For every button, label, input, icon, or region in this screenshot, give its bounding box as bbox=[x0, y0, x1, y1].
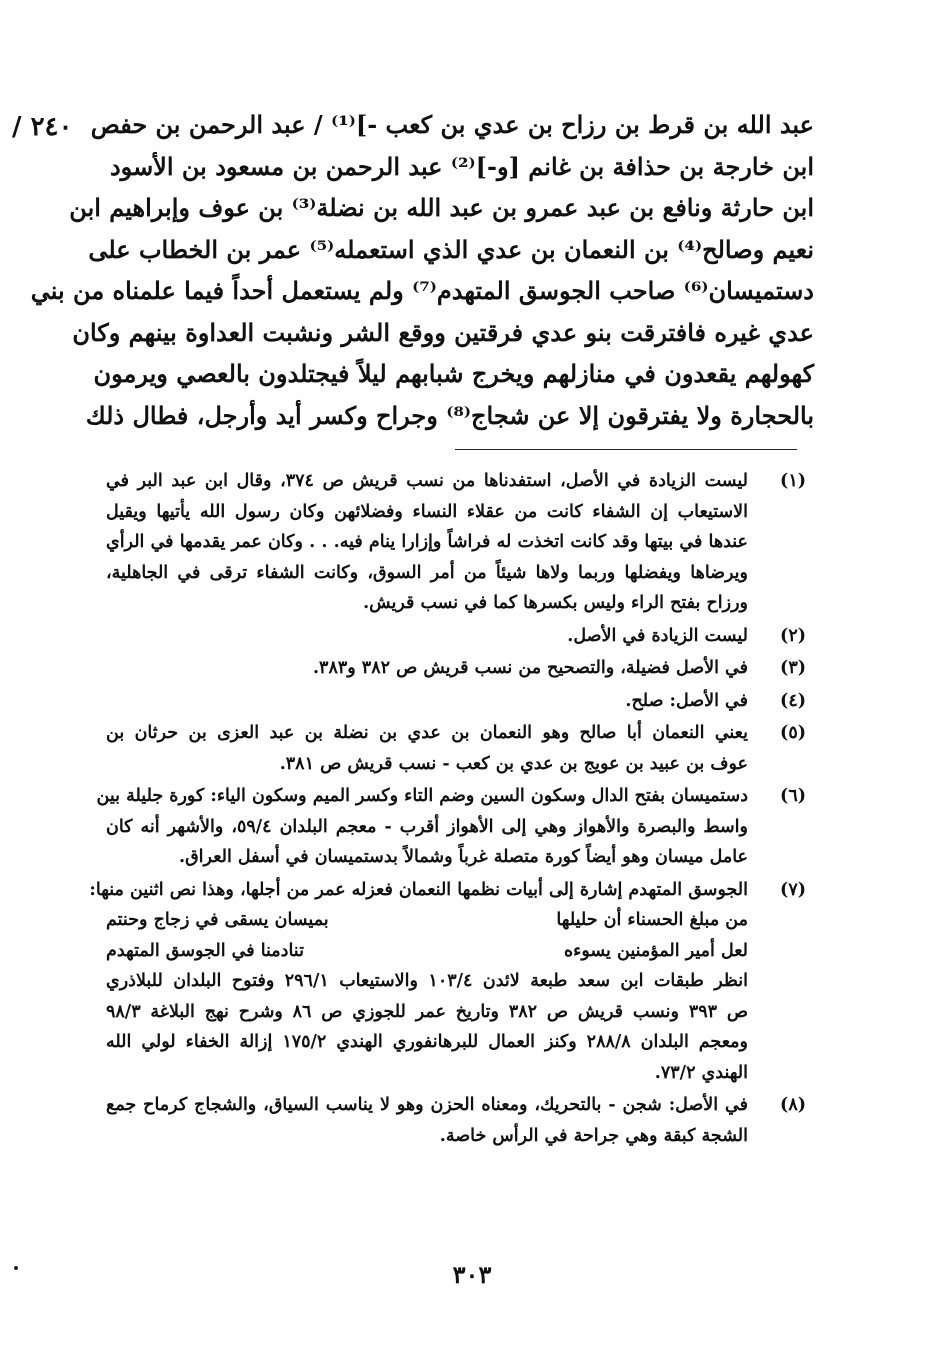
footnote-6 bbox=[96, 781, 806, 873]
footnote-line: ليست الزيادة في الأصل. bbox=[567, 625, 748, 646]
poem-verse bbox=[106, 905, 748, 936]
footnote-number: (٧) bbox=[780, 879, 806, 900]
body-line: عبد الله بن قرط بن رزاح بن عدي بن كعب -]⁽¹⁾ / عبد الرحمن بن حفص bbox=[90, 110, 814, 139]
footnote-line: الشجة كبقة وهي جراحة في الرأس خاصة. bbox=[439, 1125, 748, 1146]
footnote-line: الهندي ٧٣/٢. bbox=[654, 1062, 748, 1083]
body-line: بالحجارة ولا يفترقون إلا عن شجاج⁽⁸⁾ وجراح وكسر أيد وأرجل، فطال ذلك bbox=[85, 400, 814, 430]
footnote-8 bbox=[106, 1090, 806, 1151]
margin-folio-marker: ٢٤٠ / bbox=[12, 112, 73, 142]
footnote-number: (٨) bbox=[780, 1095, 806, 1115]
footnote-7 bbox=[89, 875, 806, 1089]
footnote-3 bbox=[106, 653, 806, 684]
footnote-line: ويرضاها ويفضلها وربما ولاها شيئاً من أمر السوق، وكانت الشفاء ترقى في الجاهلية، bbox=[106, 562, 748, 583]
verse-first-hemistich: من مبلغ الحسناء أن حليلها bbox=[556, 910, 748, 930]
body-line: دستميسان⁽⁶⁾ صاحب الجوسق المتهدم⁽⁷⁾ ولم يستعمل أحداً فيما علمناه من بني bbox=[30, 276, 814, 305]
body-line: ابن خارجة بن حذافة بن غانم [و-]⁽²⁾ عبد الرحمن بن مسعود بن الأسود bbox=[109, 151, 814, 181]
footnote-line: الجوسق المتهدم إشارة إلى أبيات نظمها النعمان فعزله عمر من أجلها، وهذا نص اثنين منها: bbox=[89, 879, 748, 900]
verse-first-hemistich: لعل أمير المؤمنين يسوءه bbox=[563, 940, 748, 961]
footnote-line: ورزاح بفتح الراء وليس بكسرها كما في نسب قريش. bbox=[363, 593, 748, 613]
footnote-line: في الأصل: صلح. bbox=[625, 690, 748, 711]
footnote-number: (١) bbox=[780, 471, 806, 491]
footnote-number: (٦) bbox=[780, 786, 806, 806]
footnote-2 bbox=[106, 621, 806, 652]
verse-second-hemistich: تنادمنا في الجوسق المتهدم bbox=[106, 940, 304, 961]
footnote-line: في الأصل فضيلة، والتصحيح من نسب قريش ص ٣٨٢ و٣٨٣. bbox=[312, 658, 748, 678]
footnote-5 bbox=[106, 718, 806, 779]
footnote-line: عندها في بيتها وقد كانت اتخذت له فراشاً وإزارا ينام فيه. . . وكان عمر يقدمها في الرأي bbox=[106, 532, 748, 552]
footnote-number: (٤) bbox=[780, 690, 806, 711]
body-line: نعيم وصالح⁽⁴⁾ بن النعمان بن عدي الذي استعمله⁽⁵⁾ عمر بن الخطاب على bbox=[88, 234, 814, 264]
footnote-line: يعني النعمان أبا صالح وهو النعمان بن عدي بن نضلة بن عبد العزى بن حرثان بن bbox=[106, 723, 748, 743]
footnote-line: عوف بن عبيد بن عويج بن عدي بن كعب - نسب قريش ص ٣٨١. bbox=[279, 753, 748, 774]
verse-second-hemistich: بميسان يسقى في زجاج وحنتم bbox=[106, 910, 329, 930]
footnote-number: (٥) bbox=[780, 723, 806, 743]
footnote-line: في الأصل: شجن - بالتحريك، ومعناه الحزن وهو لا يناسب السياق، والشجاج كرماح جمع bbox=[106, 1095, 748, 1115]
page-number: ٣٠٣ bbox=[452, 1260, 492, 1289]
poem-verse bbox=[106, 936, 748, 967]
footnote-line: انظر طبقات ابن سعد طبعة لائدن ١٠٣/٤ والاستيعاب ٢٩٦/١ وفتوح البلدان للبلاذري bbox=[106, 971, 749, 991]
footnote-line: الاستيعاب إن الشفاء كانت من عقلاء النساء وفضلائهن وكان رسول الله يأتيها ويقيل bbox=[106, 501, 748, 522]
footnote-separator bbox=[455, 449, 797, 450]
body-line: كهولهم يقعدون في منازلهم ويخرج شبابهم ليلاً فيجتلدون بالعصي ويرمون bbox=[93, 359, 814, 388]
footnote-line: ومعجم البلدان ٢٨٨/٨ وكنز العمال للبرهانفوري الهندي ١٧٥/٢ إزالة الخفاء لولي الله bbox=[106, 1032, 748, 1052]
footnote-line: ليست الزيادة في الأصل، استفدناها من نسب قريش ص ٣٧٤، وقال ابن عبد البر في bbox=[106, 471, 748, 491]
body-line: ابن حارثة ونافع بن عبد عمرو بن عبد الله بن نضلة⁽³⁾ بن عوف وإبراهيم ابن bbox=[69, 193, 814, 222]
body-line: عدي غيره فافترقت بنو عدي فرقتين ووقع الشر ونشبت العداوة بينهم وكان bbox=[72, 317, 814, 347]
footnotes-section bbox=[89, 466, 806, 1153]
scan-speck bbox=[14, 1266, 18, 1270]
footnote-number: (٢) bbox=[780, 625, 806, 646]
footnote-1 bbox=[106, 466, 806, 619]
footnote-line: دستميسان بفتح الدال وسكون السين وضم التاء وكسر الميم وسكون الياء: كورة جليلة بين bbox=[96, 786, 748, 806]
footnote-number: (٣) bbox=[780, 658, 806, 678]
footnote-line: واسط والبصرة والأهواز وهي إلى الأهواز أقرب - معجم البلدان ٥٩/٤، والأشهر أنه كان bbox=[106, 816, 748, 837]
footnote-4 bbox=[106, 686, 806, 717]
footnote-line: ص ٣٩٣ ونسب قريش ص ٣٨٢ وتاريخ عمر للجوزي ص ٨٦ وشرح نهج البلاغة ٩٨/٣ bbox=[106, 1001, 748, 1022]
footnote-line: عامل ميسان وهو أيضاً كورة متصلة غرباً وشمالاً بدستميسان في أسفل العراق. bbox=[179, 847, 748, 867]
